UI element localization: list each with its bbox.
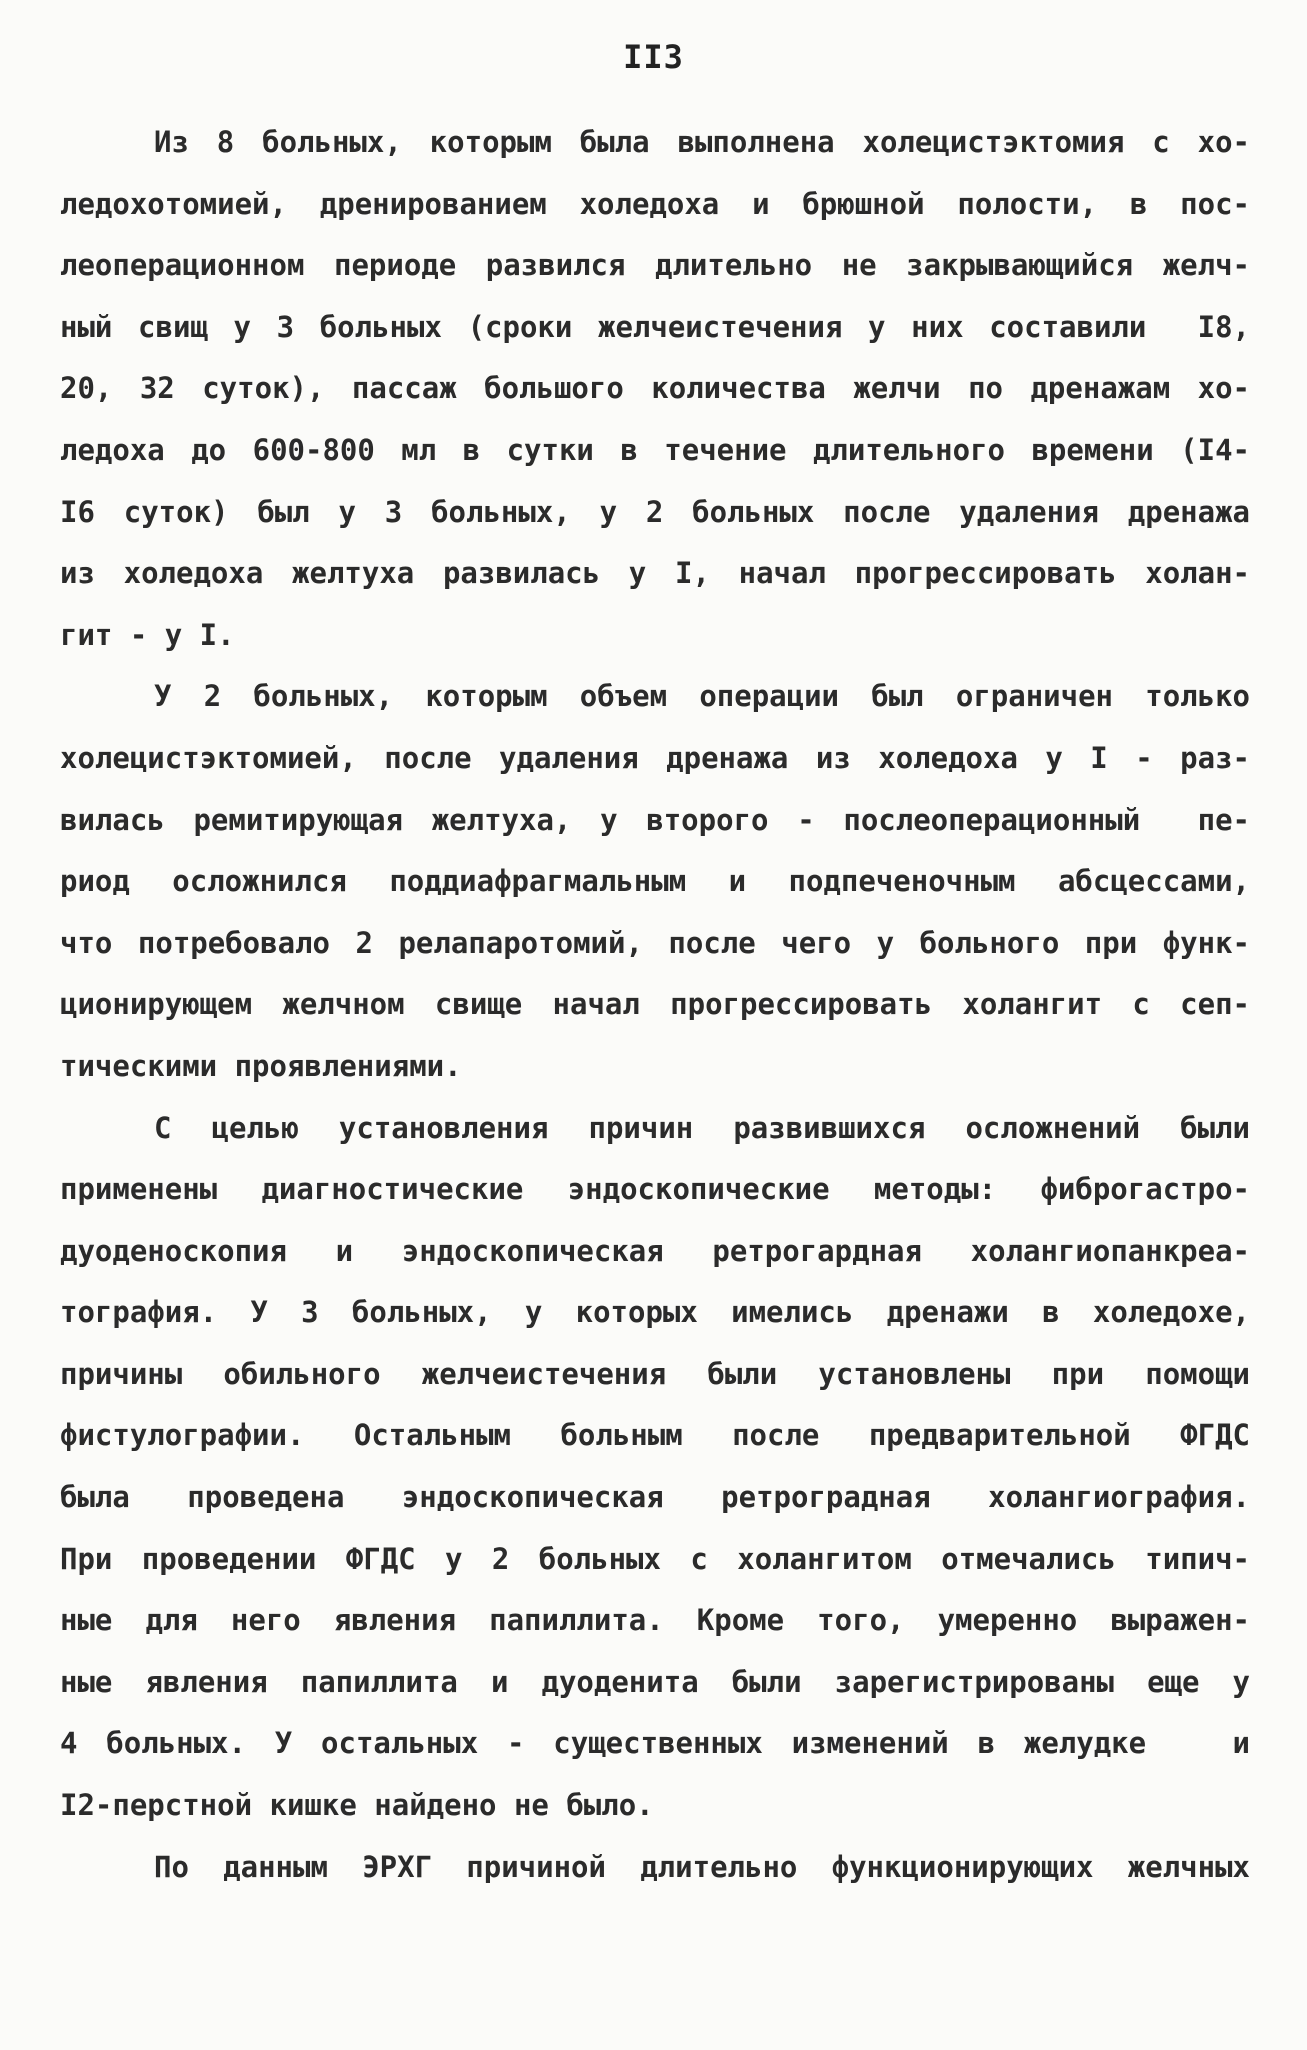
text-line: вилась ремитирующая желтуха, у второго - послеоперационный пе- xyxy=(60,802,1250,837)
text-line: Из 8 больных, которым была выполнена холецистэктомия с хо- xyxy=(154,125,1250,159)
text-line: тическими проявлениями. xyxy=(60,1048,462,1083)
text-line: леоперационном периоде развился длительно не закрывающийся желч- xyxy=(60,248,1250,283)
text-line: ционирующем желчном свище начал прогрессировать холангит с сеп- xyxy=(60,987,1250,1022)
text-line: была проведена эндоскопическая ретроградная холангиография. xyxy=(60,1480,1250,1515)
text-line: 4 больных. У остальных - существенных изменений в желудке и xyxy=(60,1726,1250,1761)
text-line: С целью установления причин развившихся осложнений были xyxy=(154,1110,1250,1145)
text-line: ные явления папиллита и дуоденита были зарегистрированы еще у xyxy=(60,1664,1250,1699)
text-line: ледоха до 600-800 мл в сутки в течение длительного времени (I4- xyxy=(60,432,1250,467)
text-line: тография. У 3 больных, у которых имелись дренажи в холедохе, xyxy=(60,1295,1250,1330)
body-text xyxy=(60,112,1250,1898)
text-line: дуоденоскопия и эндоскопическая ретрогардная холангиопанкреа- xyxy=(60,1233,1250,1268)
text-line: По данным ЭРХГ причиной длительно функционирующих желчных xyxy=(154,1849,1250,1884)
page-number: II3 xyxy=(623,38,684,76)
text-line: I6 суток) был у 3 больных, у 2 больных после удаления дренажа xyxy=(60,494,1250,529)
text-line: холецистэктомией, после удаления дренажа из холедоха у I - раз- xyxy=(60,740,1250,775)
text-line: применены диагностические эндоскопические методы: фиброгастро- xyxy=(60,1172,1250,1207)
text-line: причины обильного желчеистечения были установлены при помощи xyxy=(60,1356,1250,1391)
text-line: I2-перстной кишке найдено не было. xyxy=(60,1788,654,1823)
text-line: ные для него явления папиллита. Кроме того, умеренно выражен- xyxy=(60,1603,1250,1638)
text-line: риод осложнился поддиафрагмальным и подпеченочным абсцессами, xyxy=(60,864,1250,899)
text-line: из холедоха желтуха развилась у I, начал прогрессировать холан- xyxy=(60,556,1250,591)
text-line: что потребовало 2 релапаротомий, после чего у больного при функ- xyxy=(60,925,1250,960)
text-line: ный свищ у 3 больных (сроки желчеистечения у них составили I8, xyxy=(60,309,1250,344)
text-line: фистулографии. Остальным больным после предварительной ФГДС xyxy=(60,1418,1250,1453)
text-line: гит - у I. xyxy=(60,617,235,652)
text-line: У 2 больных, которым объем операции был ограничен только xyxy=(154,679,1250,714)
text-line: При проведении ФГДС у 2 больных с холангитом отмечались типич- xyxy=(60,1541,1250,1576)
text-line: 20, 32 суток), пассаж большого количества желчи по дренажам хо- xyxy=(60,371,1250,406)
text-line: ледохотомией, дренированием холедоха и брюшной полости, в пос- xyxy=(60,186,1250,221)
